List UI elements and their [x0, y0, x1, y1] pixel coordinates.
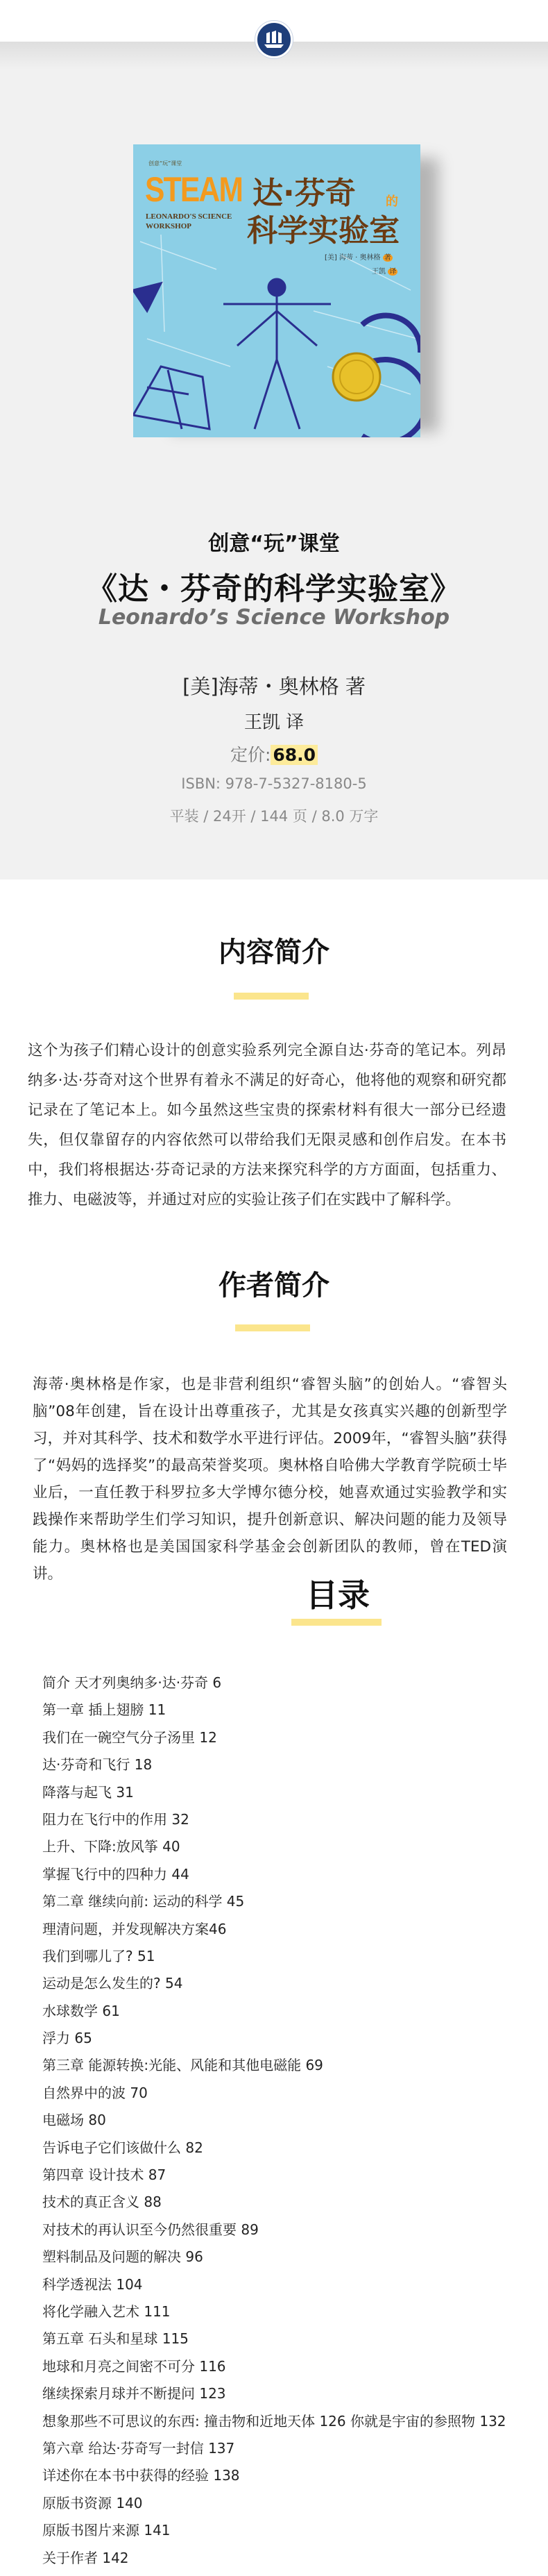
intro-heading: 内容简介 [219, 936, 329, 968]
toc-item: 达·芬奇和飞行 18 [42, 1756, 153, 1774]
author-intro-heading: 作者简介 [219, 1270, 329, 1302]
toc-item: 地球和月亮之间密不可分 116 [42, 2357, 226, 2375]
intro-heading-underline [234, 993, 309, 1000]
toc-item: 第五章 石头和星球 115 [42, 2330, 189, 2348]
toc-item: 我们到哪儿了? 51 [42, 1947, 155, 1964]
book-cover-image[interactable] [133, 144, 420, 437]
book-title: 《达・芬奇的科学实验室》 [87, 571, 461, 607]
cover-series-tag: 创意“玩”课堂 [148, 160, 182, 167]
cover-translator-role: 译 [389, 268, 397, 276]
publisher-logo[interactable] [255, 21, 293, 58]
cover-title-line2: 科学实验室 [247, 213, 400, 249]
toc-item: 理清问题，并发现解决方案46 [42, 1920, 227, 1937]
cover-english-line1: LEONARDO'S SCIENCE [146, 212, 232, 221]
book-specs: 平装 / 24开 / 144 页 / 8.0 万字 [169, 808, 379, 825]
intro-text: 这个为孩子们精心设计的创意实验系列完全源自达·芬奇的笔记本。列昂纳多·达·芬奇对这个世界有着永不满足的好奇心，他将他的观察和研究都记录在了笔记本上。如今虽然这些宝贵的探索材料有很大一部分已经遗失，但仅靠留存的内容依然可以带给我们无限灵感和创作启发。在本书中，我们将根据达·芬奇记录的方法来探究科学的方方面面，包括重力、推力、电磁波等，并通过对应的实验让孩子们在实践中了解科学。 [28, 1042, 506, 1209]
toc-item: 运动是怎么发生的? 54 [42, 1975, 183, 1992]
toc-item: 上升、下降:放风筝 40 [42, 1838, 180, 1855]
toc-item: 第六章 给达·芬奇写一封信 137 [42, 2439, 235, 2457]
book-english-title: Leonardo’s Science Workshop [98, 605, 450, 630]
toc-item: 降落与起飞 31 [42, 1783, 134, 1801]
toc-item: 告诉电子它们该做什么 82 [42, 2139, 203, 2156]
book-author: [美]海蒂・奥林格 著 [182, 675, 366, 698]
toc-item: 阻力在飞行中的作用 32 [42, 1810, 189, 1828]
toc-heading: 目录 [306, 1576, 370, 1614]
cover-translator-name: 王凯 [372, 268, 386, 276]
toc-item: 继续探索月球并不断提问 123 [42, 2385, 226, 2402]
toc-item: 浮力 65 [42, 2030, 92, 2047]
toc-item: 原版书资源 140 [42, 2494, 143, 2511]
toc-item: 第三章 能源转换:光能、风能和其他电磁能 69 [42, 2057, 323, 2074]
toc-item: 简介 天才列奥纳多·达·芬奇 6 [42, 1674, 222, 1691]
toc-item: 想象那些不可思议的东西: 撞击物和近地天体 126 你就是宇宙的参照物 132 [42, 2412, 506, 2430]
author-intro-heading-underline [235, 1324, 310, 1331]
toc-item: 将化学融入艺术 111 [42, 2303, 171, 2320]
toc-item: 水球数学 61 [42, 2002, 120, 2019]
price-value: 68.0 [271, 745, 318, 765]
toc-item: 关于作者 142 [42, 2549, 129, 2566]
toc-item: 掌握飞行中的四种力 44 [42, 1865, 189, 1883]
toc-item: 电磁场 80 [42, 2112, 106, 2129]
toc-item: 塑料制品及问题的解决 96 [42, 2248, 203, 2266]
toc-heading-underline [291, 1619, 382, 1626]
toc-item: 第二章 继续向前: 运动的科学 45 [42, 1893, 245, 1910]
cover-title-line1: 达·芬奇 [252, 176, 356, 211]
cover-author-role: 著 [384, 254, 391, 262]
toc-item: 科学透视法 104 [42, 2275, 143, 2293]
book-price [0, 741, 548, 766]
series-name: 创意“玩”课堂 [208, 532, 340, 556]
toc-item: 对技术的再认识至今仍然很重要 89 [42, 2221, 259, 2238]
book-isbn: ISBN: 978-7-5327-8180-5 [181, 775, 367, 792]
cover-steam: STEAM [145, 170, 243, 209]
ship-icon [262, 28, 286, 51]
author-intro-text: 海蒂·奥林格是作家，也是非营利组织“睿智头脑”的创始人。“睿智头脑”08年创建，旨在设计出尊重孩子，尤其是女孩真实兴趣的创新型学习，并对其科学、技术和数学水平进行评估。2009年，“睿智头脑”获得了“妈妈的选择奖”的最高荣誉奖项。奥林格自哈佛大学教育学院硕士毕业后，一直任教于科罗拉多大学博尔德分校，她喜欢通过实验教学和实践操作来帮助学生们学习知识，提升创新意识、解决问题的能力及领导能力。奥林格也是美国国家科学基金会创新团队的教师，曾在TED演讲。 [33, 1376, 507, 1583]
book-translator: 王凯 译 [243, 712, 305, 733]
cover-title-de: 的 [386, 194, 398, 209]
toc-item: 详述你在本书中获得的经验 138 [42, 2467, 240, 2484]
table-of-contents [42, 1669, 528, 2572]
toc-item: 第四章 设计技术 87 [42, 2166, 166, 2184]
toc-item: 我们在一碗空气分子汤里 12 [42, 1728, 217, 1746]
cover-english-line2: WORKSHOP [146, 222, 192, 230]
toc-item: 技术的真正含义 88 [42, 2194, 162, 2211]
toc-item: 原版书图片来源 141 [42, 2522, 171, 2539]
toc-item: 自然界中的波 70 [42, 2084, 148, 2101]
price-label: 定价: [230, 745, 271, 765]
toc-item: 第一章 插上翅膀 11 [42, 1701, 166, 1719]
vitruvian-illustration [133, 228, 420, 437]
cover-author-name: [美] 海蒂 · 奥林格 [325, 254, 381, 262]
